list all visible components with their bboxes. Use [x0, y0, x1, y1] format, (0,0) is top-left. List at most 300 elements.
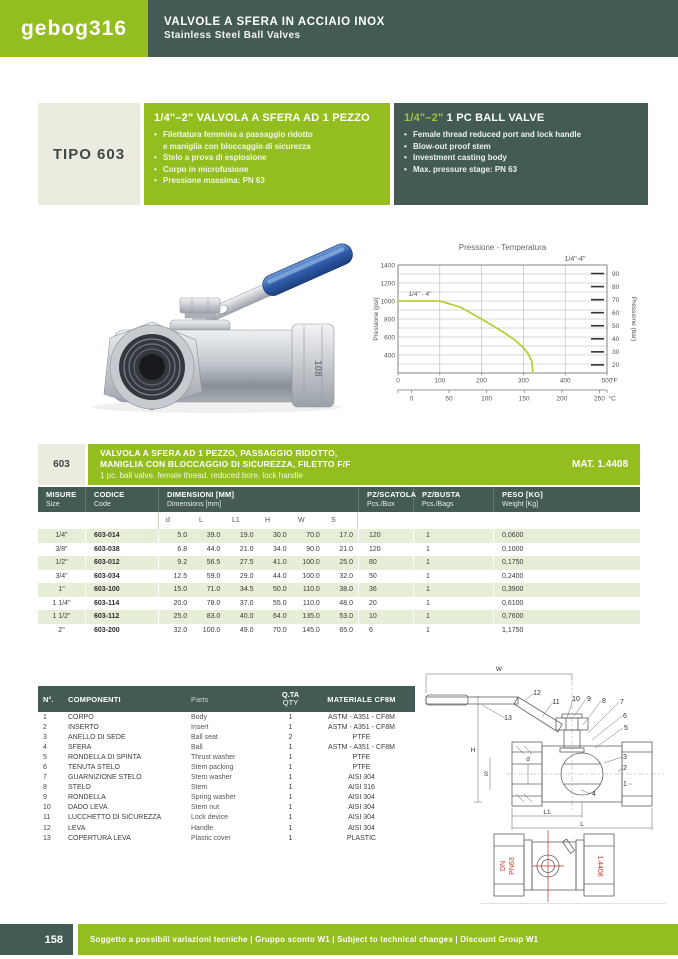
bullet-line: Blow-out proof stem: [413, 141, 491, 151]
feature-item-en: [404, 129, 638, 141]
cell-dims: [158, 529, 358, 543]
x-axis-unit-f: °F: [611, 377, 618, 385]
page-subtitle: Stainless Steel Ball Valves: [164, 30, 301, 41]
cell-qty: 1: [288, 784, 293, 792]
dim-letter: d: [166, 517, 170, 524]
cell-material: PTFE: [352, 733, 371, 741]
bullet-dot: •: [404, 164, 407, 174]
cell-bags: 1: [413, 597, 493, 611]
dim-value: 59.0: [206, 572, 221, 580]
brand-logo-box: [0, 0, 148, 57]
footer-text: Soggetto a possibili variazioni tecniche | Gruppo sconto W1 | Subject to technical changes | Discount Group W1: [90, 935, 539, 944]
cell-bags: 1: [413, 624, 493, 638]
y-tick-psi: 600: [384, 334, 395, 342]
x-tick-f: 500: [601, 377, 613, 385]
component-row: [38, 712, 415, 722]
cell-size: 1": [58, 586, 65, 594]
bullet-line: Stelo a prova di esplosione: [163, 153, 267, 162]
cell-code: 603-200: [85, 624, 158, 638]
callout-number: 2: [623, 765, 627, 772]
dim-value: 71.0: [206, 586, 221, 594]
cell-material: AISI 304: [348, 804, 375, 812]
col-size-it: MISURE: [46, 490, 77, 499]
product-title-it: [154, 112, 380, 124]
cell-componenti: INSERTO: [68, 723, 99, 731]
cell-bags: 1: [413, 529, 493, 543]
cell-code: 603-014: [85, 529, 158, 543]
band-line1: VALVOLA A SFERA AD 1 PEZZO, PASSAGGIO RIDOTTO,: [100, 448, 338, 458]
dim-value: 6.8: [177, 545, 188, 553]
cell-material: ASTM - A351 - CF8M: [328, 713, 395, 721]
col-material: MATERIALE CF8M: [327, 694, 396, 704]
x-tick-f: 200: [476, 377, 488, 385]
cell-part: Handle: [191, 824, 214, 832]
product-name-en: 1 PC BALL VALVE: [446, 112, 545, 124]
y-tick-bar: 50: [612, 323, 620, 331]
spec-row: [38, 529, 640, 543]
cell-qty: 1: [288, 764, 293, 772]
page-header: [148, 0, 678, 57]
cell-no: 3: [43, 733, 47, 741]
dim-value: 34.5: [239, 586, 254, 594]
cell-size: 3/4": [55, 572, 68, 580]
callout-number: 1: [623, 781, 627, 788]
cell-code: 603-034: [85, 570, 158, 584]
y-tick-bar: 80: [612, 283, 620, 291]
y-tick-psi: 1400: [380, 262, 395, 270]
bullet-line: Female thread reduced port and lock handle: [413, 130, 582, 139]
col-box-it: PZ/SCATOLA: [367, 490, 417, 499]
dim-letter: S: [331, 517, 336, 524]
cell-box: 20: [358, 597, 413, 611]
cell-no: 6: [43, 764, 47, 772]
chart-legend: 1/4"-4": [564, 256, 586, 263]
cell-qty: 1: [288, 753, 293, 761]
band-line3: 1 pc. ball valve. female thread. reduced bore. lock handle: [100, 471, 303, 480]
page-title: VALVOLE A SFERA IN ACCIAIO INOX: [164, 16, 385, 28]
pressure-temperature-chart: [370, 237, 670, 407]
x-axis-unit-c: °C: [608, 395, 616, 403]
cell-box: 6: [358, 624, 413, 638]
stem-washer: [185, 313, 215, 318]
cell-qty: 1: [288, 824, 293, 832]
x-tick-f: 400: [559, 377, 571, 385]
size-range-en: 1/4"–2": [404, 112, 444, 124]
cell-part: Thrust washer: [191, 753, 236, 761]
cell-material: PTFE: [352, 764, 371, 772]
dim-value: 70.0: [273, 626, 287, 634]
dim-value: 32.0: [339, 572, 353, 580]
cell-code: 603-100: [85, 583, 158, 597]
cell-part: Stem nut: [191, 804, 220, 812]
bullet-line: Corpo in microfusione: [163, 164, 249, 174]
dim-value: 29.0: [239, 572, 254, 580]
cell-part: Ball seat: [191, 733, 218, 741]
cell-size: 1 1/4": [52, 599, 71, 607]
x-tick-c: 150: [518, 395, 530, 403]
cell-box: 120: [358, 529, 413, 543]
cell-box: 80: [358, 556, 413, 570]
callout-number: 13: [504, 715, 512, 722]
valve-handle: [192, 241, 356, 329]
cell-box: 10: [358, 610, 413, 624]
cell-part: Body: [191, 713, 207, 721]
cell-dims: [158, 556, 358, 570]
callout-leader: [588, 702, 619, 733]
cell-code: 603-114: [85, 597, 158, 611]
dim-value: 64.0: [273, 613, 287, 621]
callout-number: 7: [620, 699, 624, 706]
bullet-line: Filettatura femmina a passaggio ridotto: [163, 130, 313, 139]
cell-qty: 1: [288, 743, 293, 751]
cell-qty: 1: [288, 834, 293, 842]
cell-no: 1: [43, 713, 47, 721]
footer-bar: [78, 924, 678, 955]
brand-logo: gebog316: [20, 16, 128, 40]
dimension-label: W: [495, 666, 503, 673]
bullet-dot: •: [154, 176, 157, 185]
dim-value: 25.0: [339, 559, 353, 567]
dim-value: 39.0: [206, 532, 221, 540]
x-tick-c: 50: [445, 395, 453, 403]
spec-row: [38, 556, 640, 570]
cell-qty: 1: [288, 713, 293, 721]
product-box-english: [394, 103, 648, 205]
component-row: [38, 773, 415, 783]
cell-bags: 1: [413, 610, 493, 624]
dimension-label: L: [580, 821, 584, 828]
cell-size: 1/2": [55, 559, 68, 567]
cell-box: 120: [358, 543, 413, 557]
cell-weight: 0,0600: [493, 529, 640, 543]
bullet-text: [163, 129, 313, 152]
cell-part: Stem washer: [191, 774, 232, 782]
topview-handle-slot: [563, 839, 575, 853]
y-tick-bar: 30: [612, 349, 620, 357]
bullet-dot: •: [404, 153, 407, 162]
callout-number: 4: [592, 791, 596, 798]
dimension-label: H: [470, 747, 476, 754]
cell-componenti: CORPO: [68, 713, 94, 721]
component-row: [38, 722, 415, 732]
spec-table-rows: [38, 529, 640, 637]
bullet-text: [163, 164, 248, 176]
col-qty-en: QTY: [282, 698, 299, 707]
type-box: [38, 103, 140, 205]
callout-leader: [581, 790, 591, 794]
cell-weight: 1,1750: [493, 624, 640, 638]
cell-material: PTFE: [352, 753, 371, 761]
bullet-text: [413, 141, 491, 153]
cell-weight: 0,3900: [493, 583, 640, 597]
dim-letter: L: [199, 517, 203, 524]
col-dims-en: Dimensions [mm]: [167, 501, 222, 508]
col-code-it: CODICE: [94, 490, 125, 499]
dim-value: 83.0: [206, 613, 221, 621]
cell-qty: 2: [288, 733, 293, 741]
callout-number: 9: [587, 696, 591, 703]
band-line2: MANIGLIA CON BLOCCAGGIO DI SICUREZZA, FILETTO F/F: [100, 459, 351, 469]
chart-title: Pressione - Temperatura: [458, 243, 547, 252]
feature-item-it: [154, 175, 380, 187]
x-tick-c: 200: [556, 395, 568, 403]
cell-part: Insert: [191, 723, 209, 731]
cell-material: AISI 304: [348, 794, 375, 802]
drawing-handle-bar: [426, 697, 518, 704]
cell-size: 3/8": [55, 545, 68, 553]
dim-value: 65.0: [339, 626, 353, 634]
product-title-en: [404, 112, 638, 124]
callout-number: 11: [552, 699, 560, 706]
top-view-drawing: [478, 826, 628, 906]
dim-value: 5.0: [177, 532, 188, 540]
dim-value: 44.0: [206, 545, 221, 553]
col-weight-en: Weight [Kg]: [502, 501, 539, 508]
dim-value: 27.5: [239, 559, 254, 567]
cell-weight: 0,6100: [493, 597, 640, 611]
cell-size: 1/4": [55, 532, 68, 540]
cell-part: Lock device: [191, 814, 228, 822]
cell-no: 8: [43, 784, 47, 792]
dim-value: 110.0: [302, 586, 320, 594]
x-tick-f: 100: [434, 377, 446, 385]
series-code-box: 603: [38, 444, 85, 485]
col-weight-it: PESO [KG]: [502, 490, 543, 499]
dim-value: 15.0: [173, 586, 188, 594]
feature-item-it: [154, 164, 380, 176]
dim-value: 20.0: [173, 599, 188, 607]
cell-dims: [158, 624, 358, 638]
callout-leader: [482, 705, 505, 718]
dim-value: 145.0: [302, 626, 320, 634]
series-title-band: [88, 444, 640, 485]
col-bags-en: Pcs./Bags: [422, 501, 454, 508]
component-row: [38, 803, 415, 813]
spec-row: [38, 610, 640, 624]
cell-qty: 1: [288, 794, 293, 802]
bullet-text: [163, 152, 267, 164]
callout-number: 10: [572, 696, 580, 703]
feature-item-en: [404, 141, 638, 153]
cell-dims: [158, 543, 358, 557]
bullet-text: [413, 164, 517, 176]
component-row: [38, 762, 415, 772]
cell-dims: [158, 610, 358, 624]
component-row: [38, 732, 415, 742]
cell-componenti: SFERA: [68, 743, 92, 751]
cell-size: 1 1/2": [52, 613, 71, 621]
callout-leader: [592, 716, 622, 740]
components-rows: [38, 712, 415, 843]
cell-componenti: DADO LEVA: [68, 804, 108, 812]
spec-table: [38, 487, 640, 637]
feature-list-it: [154, 129, 380, 187]
bullet-line: e maniglia con bloccaggio di sicurezza: [163, 141, 311, 151]
dim-value: 25.0: [173, 613, 188, 621]
dim-value: 78.0: [206, 599, 221, 607]
cell-material: AISI 304: [348, 824, 375, 832]
cell-dims: [158, 597, 358, 611]
cell-componenti: COPERTURA LEVA: [68, 834, 131, 842]
stamp-material: 1.4408: [596, 855, 603, 877]
y-tick-bar: 70: [612, 296, 620, 304]
dim-value: 55.0: [273, 599, 287, 607]
feature-item-it: [154, 129, 380, 152]
material-label: MAT. 1.4408: [572, 459, 628, 470]
dim-value: 37.0: [239, 599, 254, 607]
dim-value: 50.0: [273, 586, 287, 594]
components-header: [38, 686, 415, 712]
cell-code: 603-012: [85, 556, 158, 570]
cell-size: 2": [58, 626, 65, 634]
stamp-dn: DN: [500, 860, 507, 872]
bullet-dot: •: [154, 153, 157, 162]
cell-componenti: ANELLO DI SEDE: [68, 733, 126, 741]
cell-no: 7: [43, 774, 47, 782]
cell-bags: 1: [413, 556, 493, 570]
cell-componenti: STELO: [68, 784, 91, 792]
cell-material: AISI 304: [348, 814, 375, 822]
cell-weight: 0,1750: [493, 556, 640, 570]
y-tick-bar: 40: [612, 336, 620, 344]
cell-part: Spring washer: [191, 794, 236, 802]
feature-item-en: [404, 164, 638, 176]
callout-leader: [604, 757, 622, 763]
dim-value: 41.0: [273, 559, 287, 567]
bullet-line: Pressione massima: PN 63: [163, 176, 265, 185]
y-axis-label-psi: Pressione (psi): [373, 297, 380, 341]
cell-no: 10: [43, 804, 51, 812]
dim-value: 100.0: [302, 559, 320, 567]
x-tick-f: 300: [517, 377, 529, 385]
cell-box: 50: [358, 570, 413, 584]
cell-bags: 1: [413, 583, 493, 597]
col-dims-it: DIMENSIONI [MM]: [167, 490, 235, 499]
divider-line: [480, 903, 666, 904]
cell-code: 603-112: [85, 610, 158, 624]
callout-number: 12: [533, 690, 541, 697]
dim-letter: W: [298, 517, 305, 524]
cell-material: AISI 304: [348, 774, 375, 782]
bullet-line: Investment casting body: [413, 153, 507, 162]
dimension-label: S: [483, 771, 489, 778]
dim-value: 135.0: [302, 613, 320, 621]
dim-letter: H: [265, 517, 271, 524]
dim-value: 34.0: [273, 545, 287, 553]
dim-value: 56.5: [206, 559, 221, 567]
col-box-en: Pcs./Box: [367, 501, 395, 508]
component-row: [38, 793, 415, 803]
callout-number: 6: [623, 713, 627, 720]
cell-part: Stem: [191, 784, 208, 792]
col-parts: Parts: [191, 694, 209, 704]
dimension-label: d: [526, 756, 530, 763]
cell-no: 9: [43, 794, 47, 802]
spec-row: [38, 597, 640, 611]
cell-no: 11: [43, 814, 51, 822]
cell-bags: 1: [413, 570, 493, 584]
cell-material: ASTM - A351 - CF8M: [328, 743, 395, 751]
dim-value: 49.0: [239, 626, 254, 634]
dim-value: 70.0: [306, 532, 320, 540]
feature-list-en: [404, 129, 638, 175]
cell-part: Plastic cover: [191, 834, 231, 842]
dim-value: 32.0: [173, 626, 188, 634]
cell-weight: 0,1000: [493, 543, 640, 557]
dim-value: 40.0: [239, 613, 254, 621]
cell-box: 36: [358, 583, 413, 597]
dim-value: 53.0: [339, 613, 353, 621]
bullet-line: Max. pressure stage: PN 63: [413, 164, 518, 174]
dim-value: 100.0: [302, 572, 320, 580]
cell-componenti: RONDELLA: [68, 794, 106, 802]
dim-value: 30.0: [273, 532, 287, 540]
technical-drawing: [420, 662, 678, 838]
cell-qty: 1: [288, 814, 293, 822]
x-tick-c: 0: [409, 395, 414, 403]
type-label: TIPO 603: [52, 145, 126, 163]
col-code-en: Code: [94, 501, 111, 508]
dim-value: 44.0: [273, 572, 287, 580]
y-tick-bar: 60: [612, 310, 620, 317]
col-componenti: COMPONENTI: [68, 694, 121, 704]
cell-code: 603-038: [85, 543, 158, 557]
dim-value: 21.0: [239, 545, 254, 553]
bullet-text: [413, 152, 507, 164]
dim-value: 90.0: [306, 545, 320, 553]
callout-leader: [595, 728, 623, 748]
cell-material: ASTM - A351 - CF8M: [328, 723, 395, 731]
cell-componenti: LUCCHETTO DI SICUREZZA: [68, 814, 162, 822]
component-row: [38, 823, 415, 833]
product-name-it: VALVOLA A SFERA AD 1 PEZZO: [196, 112, 370, 124]
cell-part: Ball: [191, 743, 203, 751]
body-marking: 108: [312, 360, 323, 377]
component-row: [38, 783, 415, 793]
col-no: N°.: [43, 694, 54, 704]
cell-componenti: RONDELLA DI SPINTA: [68, 753, 142, 761]
col-qty: [273, 691, 308, 707]
x-tick-c: 100: [481, 395, 493, 403]
dimension-label: L1: [543, 809, 551, 816]
product-box-italian: [144, 103, 390, 205]
spec-dim-subheader: [38, 512, 640, 529]
cell-componenti: LEVA: [68, 824, 86, 832]
cell-no: 2: [43, 723, 47, 731]
dim-value: 110.0: [302, 599, 320, 607]
cell-no: 4: [43, 743, 47, 751]
component-row: [38, 813, 415, 823]
y-tick-psi: 1200: [380, 280, 395, 288]
cell-dims: [158, 570, 358, 584]
curve-label: 1/4" - 4": [408, 291, 432, 298]
feature-item-en: [404, 152, 638, 164]
dim-value: 48.0: [339, 599, 353, 607]
component-row: [38, 752, 415, 762]
cell-bags: 1: [413, 543, 493, 557]
dim-value: 12.5: [173, 572, 188, 580]
x-tick-c: 250: [594, 395, 605, 403]
callout-number: 5: [624, 725, 628, 732]
callout-leader: [583, 701, 601, 725]
cell-dims: [158, 583, 358, 597]
page-number: 158: [0, 924, 73, 955]
col-bags-it: PZ/BUSTA: [422, 490, 461, 499]
cell-no: 12: [43, 824, 51, 832]
spec-row: [38, 543, 640, 557]
dim-value: 38.0: [339, 586, 353, 594]
dim-value: 100.0: [202, 626, 221, 634]
